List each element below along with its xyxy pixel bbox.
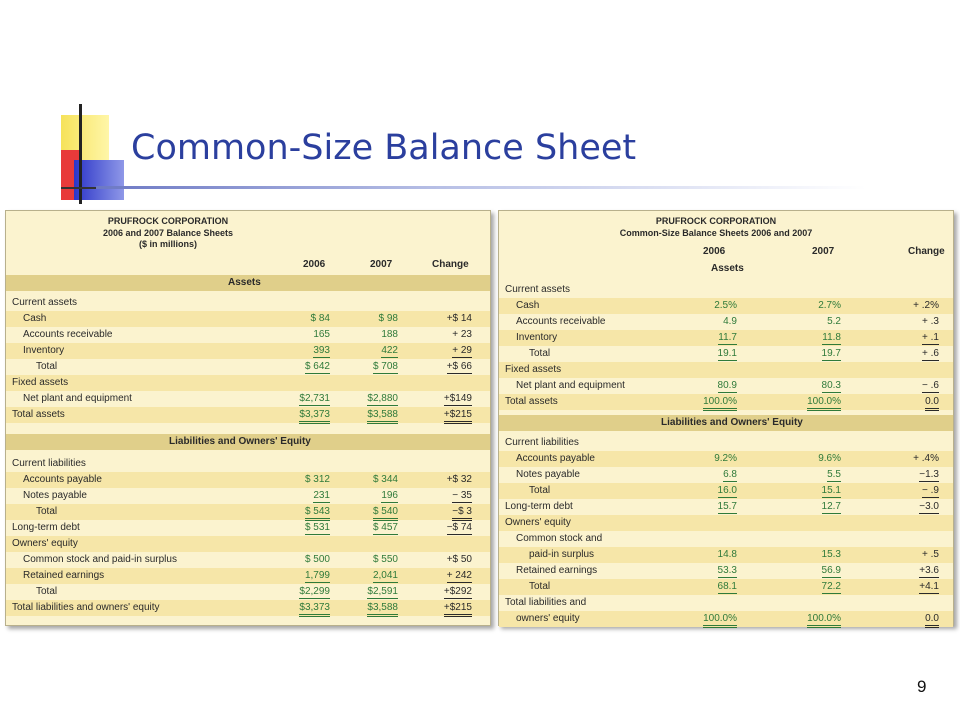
- row-label: owners' equity: [516, 613, 580, 624]
- table-row: [6, 568, 490, 584]
- value-2006: 68.1: [717, 581, 737, 592]
- row-label: Common stock and: [516, 533, 603, 544]
- value-change: −$ 3: [452, 505, 472, 521]
- value-2007: $ 344: [372, 474, 398, 485]
- row-label: Accounts receivable: [23, 329, 113, 340]
- table-row: [6, 391, 490, 407]
- value-2007: $ 457: [373, 521, 398, 537]
- value-2007: 2.7%: [818, 300, 841, 311]
- row-label: Net plant and equipment: [23, 393, 132, 404]
- page-number: 9: [917, 677, 927, 696]
- table-row: [6, 504, 490, 520]
- value-2007: 9.6%: [818, 453, 841, 464]
- value-change: +$ 14: [446, 313, 472, 324]
- table-row: [6, 295, 490, 311]
- row-label: Owners' equity: [12, 538, 78, 549]
- row-label: Inventory: [516, 332, 558, 343]
- right-liab-heading: [499, 415, 953, 431]
- right-col-2007: 2007: [812, 246, 835, 257]
- value-2007: 72.2: [821, 581, 841, 592]
- table-row: [499, 435, 953, 451]
- row-label: Current liabilities: [12, 458, 86, 469]
- value-2006: 19.1: [717, 348, 737, 359]
- value-2007: $ 550: [372, 554, 398, 565]
- left-units: ($ in millions): [138, 239, 197, 249]
- table-row: [6, 584, 490, 600]
- row-label: Current liabilities: [505, 437, 579, 448]
- table-row: [499, 330, 953, 346]
- value-2006: 80.9: [717, 380, 737, 391]
- table-row: [6, 600, 490, 616]
- row-label: Total liabilities and owners' equity: [12, 602, 160, 613]
- row-label: Total: [36, 586, 58, 597]
- value-2007: 19.7: [821, 348, 841, 359]
- value-change: −3.0: [919, 501, 939, 512]
- value-change: − 35: [452, 490, 472, 501]
- row-label: Total: [529, 581, 551, 592]
- left-liab-heading-label: Liabilities and Owners' Equity: [169, 436, 311, 447]
- value-change: +$ 50: [446, 554, 472, 565]
- value-2007: $2,880: [367, 393, 398, 404]
- row-label: Total assets: [505, 396, 558, 407]
- left-assets-heading-label: Assets: [228, 277, 261, 288]
- row-label: Total: [529, 348, 551, 359]
- value-change: − .6: [922, 380, 939, 391]
- row-label: Total: [529, 485, 551, 496]
- row-label: Accounts payable: [23, 474, 102, 485]
- row-label: Retained earnings: [516, 565, 598, 576]
- row-label: Retained earnings: [23, 570, 105, 581]
- value-2007: $ 708: [373, 360, 398, 376]
- value-change: +3.6: [919, 565, 939, 576]
- value-2006: 231: [313, 490, 330, 501]
- value-change: + .5: [922, 549, 939, 560]
- row-label: Owners' equity: [505, 517, 571, 528]
- table-row: [499, 362, 953, 378]
- row-label: Long-term debt: [505, 501, 573, 512]
- value-2006: 14.8: [717, 549, 737, 560]
- slide-title: Common-Size Balance Sheet: [131, 128, 637, 168]
- row-label: Accounts receivable: [516, 316, 606, 327]
- table-row: [6, 456, 490, 472]
- title-underline: [96, 186, 866, 189]
- row-label: Notes payable: [516, 469, 580, 480]
- row-label: Common stock and paid-in surplus: [23, 554, 177, 565]
- row-label: Total liabilities and: [505, 597, 587, 608]
- value-change: +4.1: [919, 581, 939, 592]
- row-label: Fixed assets: [12, 377, 69, 388]
- value-2006: $3,373: [299, 601, 330, 617]
- right-col-2006: 2006: [703, 246, 726, 257]
- value-2006: 53.3: [717, 565, 737, 576]
- value-2007: $3,588: [367, 408, 398, 424]
- table-row: [499, 611, 953, 627]
- value-change: +$ 66: [447, 360, 472, 376]
- table-row: [499, 499, 953, 515]
- row-label: Cash: [23, 313, 47, 324]
- value-2006: 16.0: [717, 485, 737, 496]
- value-2007: 5.5: [827, 469, 841, 480]
- right-col-change: Change: [908, 246, 945, 257]
- value-change: 0.0: [925, 395, 939, 411]
- row-label: Current assets: [505, 284, 571, 295]
- table-row: [499, 595, 953, 611]
- decor-vertical-line: [79, 104, 82, 204]
- left-liab-heading: [6, 434, 490, 450]
- table-row: [6, 488, 490, 504]
- value-change: +$ 32: [446, 474, 472, 485]
- value-2006: $ 642: [305, 360, 330, 376]
- left-assets-heading: [6, 275, 490, 291]
- value-2007: 12.7: [821, 501, 841, 512]
- value-change: −1.3: [919, 469, 939, 480]
- value-2007: $2,591: [367, 586, 398, 597]
- value-2006: 4.9: [723, 316, 737, 327]
- value-2007: $ 540: [373, 505, 398, 521]
- row-label: Inventory: [23, 345, 65, 356]
- value-change: +$292: [443, 586, 472, 597]
- row-label: Current assets: [12, 297, 78, 308]
- table-row: [499, 314, 953, 330]
- table-row: [6, 520, 490, 536]
- value-2006: 9.2%: [714, 453, 737, 464]
- value-2007: 422: [381, 345, 398, 356]
- value-2006: $2,731: [299, 393, 330, 404]
- value-2006: 15.7: [717, 501, 737, 512]
- right-assets-heading: Assets: [711, 263, 744, 274]
- value-2006: 6.8: [723, 469, 737, 480]
- row-label: Total assets: [12, 409, 65, 420]
- value-2007: $ 98: [378, 313, 398, 324]
- value-change: + 242: [446, 570, 472, 581]
- value-2006: 2.5%: [714, 300, 737, 311]
- value-change: +$215: [444, 601, 472, 617]
- table-row: [6, 472, 490, 488]
- row-label: paid-in surplus: [529, 549, 595, 560]
- value-change: + 23: [452, 329, 472, 340]
- table-row: [6, 407, 490, 423]
- left-col-change: Change: [432, 259, 469, 270]
- value-change: − .9: [922, 485, 939, 496]
- right-company-name: PRUFROCK CORPORATION: [655, 216, 777, 226]
- value-change: + .3: [922, 316, 939, 327]
- value-2006: 11.7: [718, 332, 737, 343]
- row-label: Notes payable: [23, 490, 87, 501]
- value-2006: $ 500: [304, 554, 330, 565]
- table-row: [6, 552, 490, 568]
- value-change: + .2%: [913, 300, 939, 311]
- table-row: [499, 346, 953, 362]
- left-col-2006: 2006: [303, 259, 326, 270]
- value-2006: $ 84: [310, 313, 330, 324]
- table-row: [499, 515, 953, 531]
- row-label: Total: [36, 361, 58, 372]
- table-row: [6, 327, 490, 343]
- table-row: [499, 467, 953, 483]
- value-change: +$149: [443, 393, 472, 404]
- value-change: 0.0: [925, 612, 939, 628]
- value-2007: 100.0%: [807, 395, 841, 411]
- value-change: −$ 74: [447, 521, 472, 537]
- value-2007: 11.8: [822, 332, 841, 343]
- row-label: Cash: [516, 300, 540, 311]
- table-row: [499, 451, 953, 467]
- table-row: [6, 359, 490, 375]
- row-label: Total: [36, 506, 58, 517]
- left-company-name: PRUFROCK CORPORATION: [107, 216, 229, 226]
- table-row: [6, 536, 490, 552]
- value-change: + .1: [922, 332, 939, 343]
- table-row: [499, 298, 953, 314]
- value-2007: 15.1: [821, 485, 841, 496]
- common-size-panel: [498, 210, 954, 626]
- table-row: [499, 531, 953, 547]
- value-2006: $ 312: [304, 474, 330, 485]
- value-2007: 188: [381, 329, 398, 340]
- value-2007: 56.9: [821, 565, 841, 576]
- value-2007: $3,588: [367, 601, 398, 617]
- table-row: [499, 394, 953, 410]
- table-row: [6, 375, 490, 391]
- right-liab-heading-label: Liabilities and Owners' Equity: [661, 417, 803, 428]
- value-2007: 80.3: [821, 380, 841, 391]
- value-2007: 100.0%: [807, 612, 841, 628]
- value-change: + .6: [922, 348, 939, 359]
- table-row: [499, 282, 953, 298]
- value-2006: $ 543: [305, 505, 330, 521]
- value-2007: 15.3: [821, 549, 841, 560]
- value-change: + .4%: [913, 453, 939, 464]
- value-2006: 1,799: [304, 570, 330, 581]
- value-2007: 5.2: [827, 316, 841, 327]
- value-2006: 393: [313, 345, 330, 356]
- table-row: [499, 563, 953, 579]
- left-subtitle: 2006 and 2007 Balance Sheets: [102, 227, 234, 238]
- left-col-2007: 2007: [370, 259, 393, 270]
- value-2006: $ 531: [305, 521, 330, 537]
- value-change: +$215: [444, 408, 472, 424]
- row-label: Accounts payable: [516, 453, 595, 464]
- row-label: Long-term debt: [12, 522, 80, 533]
- value-2006: $3,373: [299, 408, 330, 424]
- table-row: [499, 378, 953, 394]
- value-2006: 165: [313, 329, 330, 340]
- table-row: [499, 579, 953, 595]
- table-row: [6, 311, 490, 327]
- value-2007: 2,041: [372, 570, 398, 581]
- value-2007: 196: [381, 490, 398, 501]
- row-label: Net plant and equipment: [516, 380, 625, 391]
- value-2006: 100.0%: [703, 395, 737, 411]
- table-row: [499, 483, 953, 499]
- value-change: + 29: [452, 345, 472, 356]
- table-row: [499, 547, 953, 563]
- balance-sheet-panel: [5, 210, 491, 626]
- value-2006: 100.0%: [703, 612, 737, 628]
- value-2006: $2,299: [299, 586, 330, 597]
- row-label: Fixed assets: [505, 364, 562, 375]
- table-row: [6, 343, 490, 359]
- right-subtitle: Common-Size Balance Sheets 2006 and 2007: [619, 227, 813, 238]
